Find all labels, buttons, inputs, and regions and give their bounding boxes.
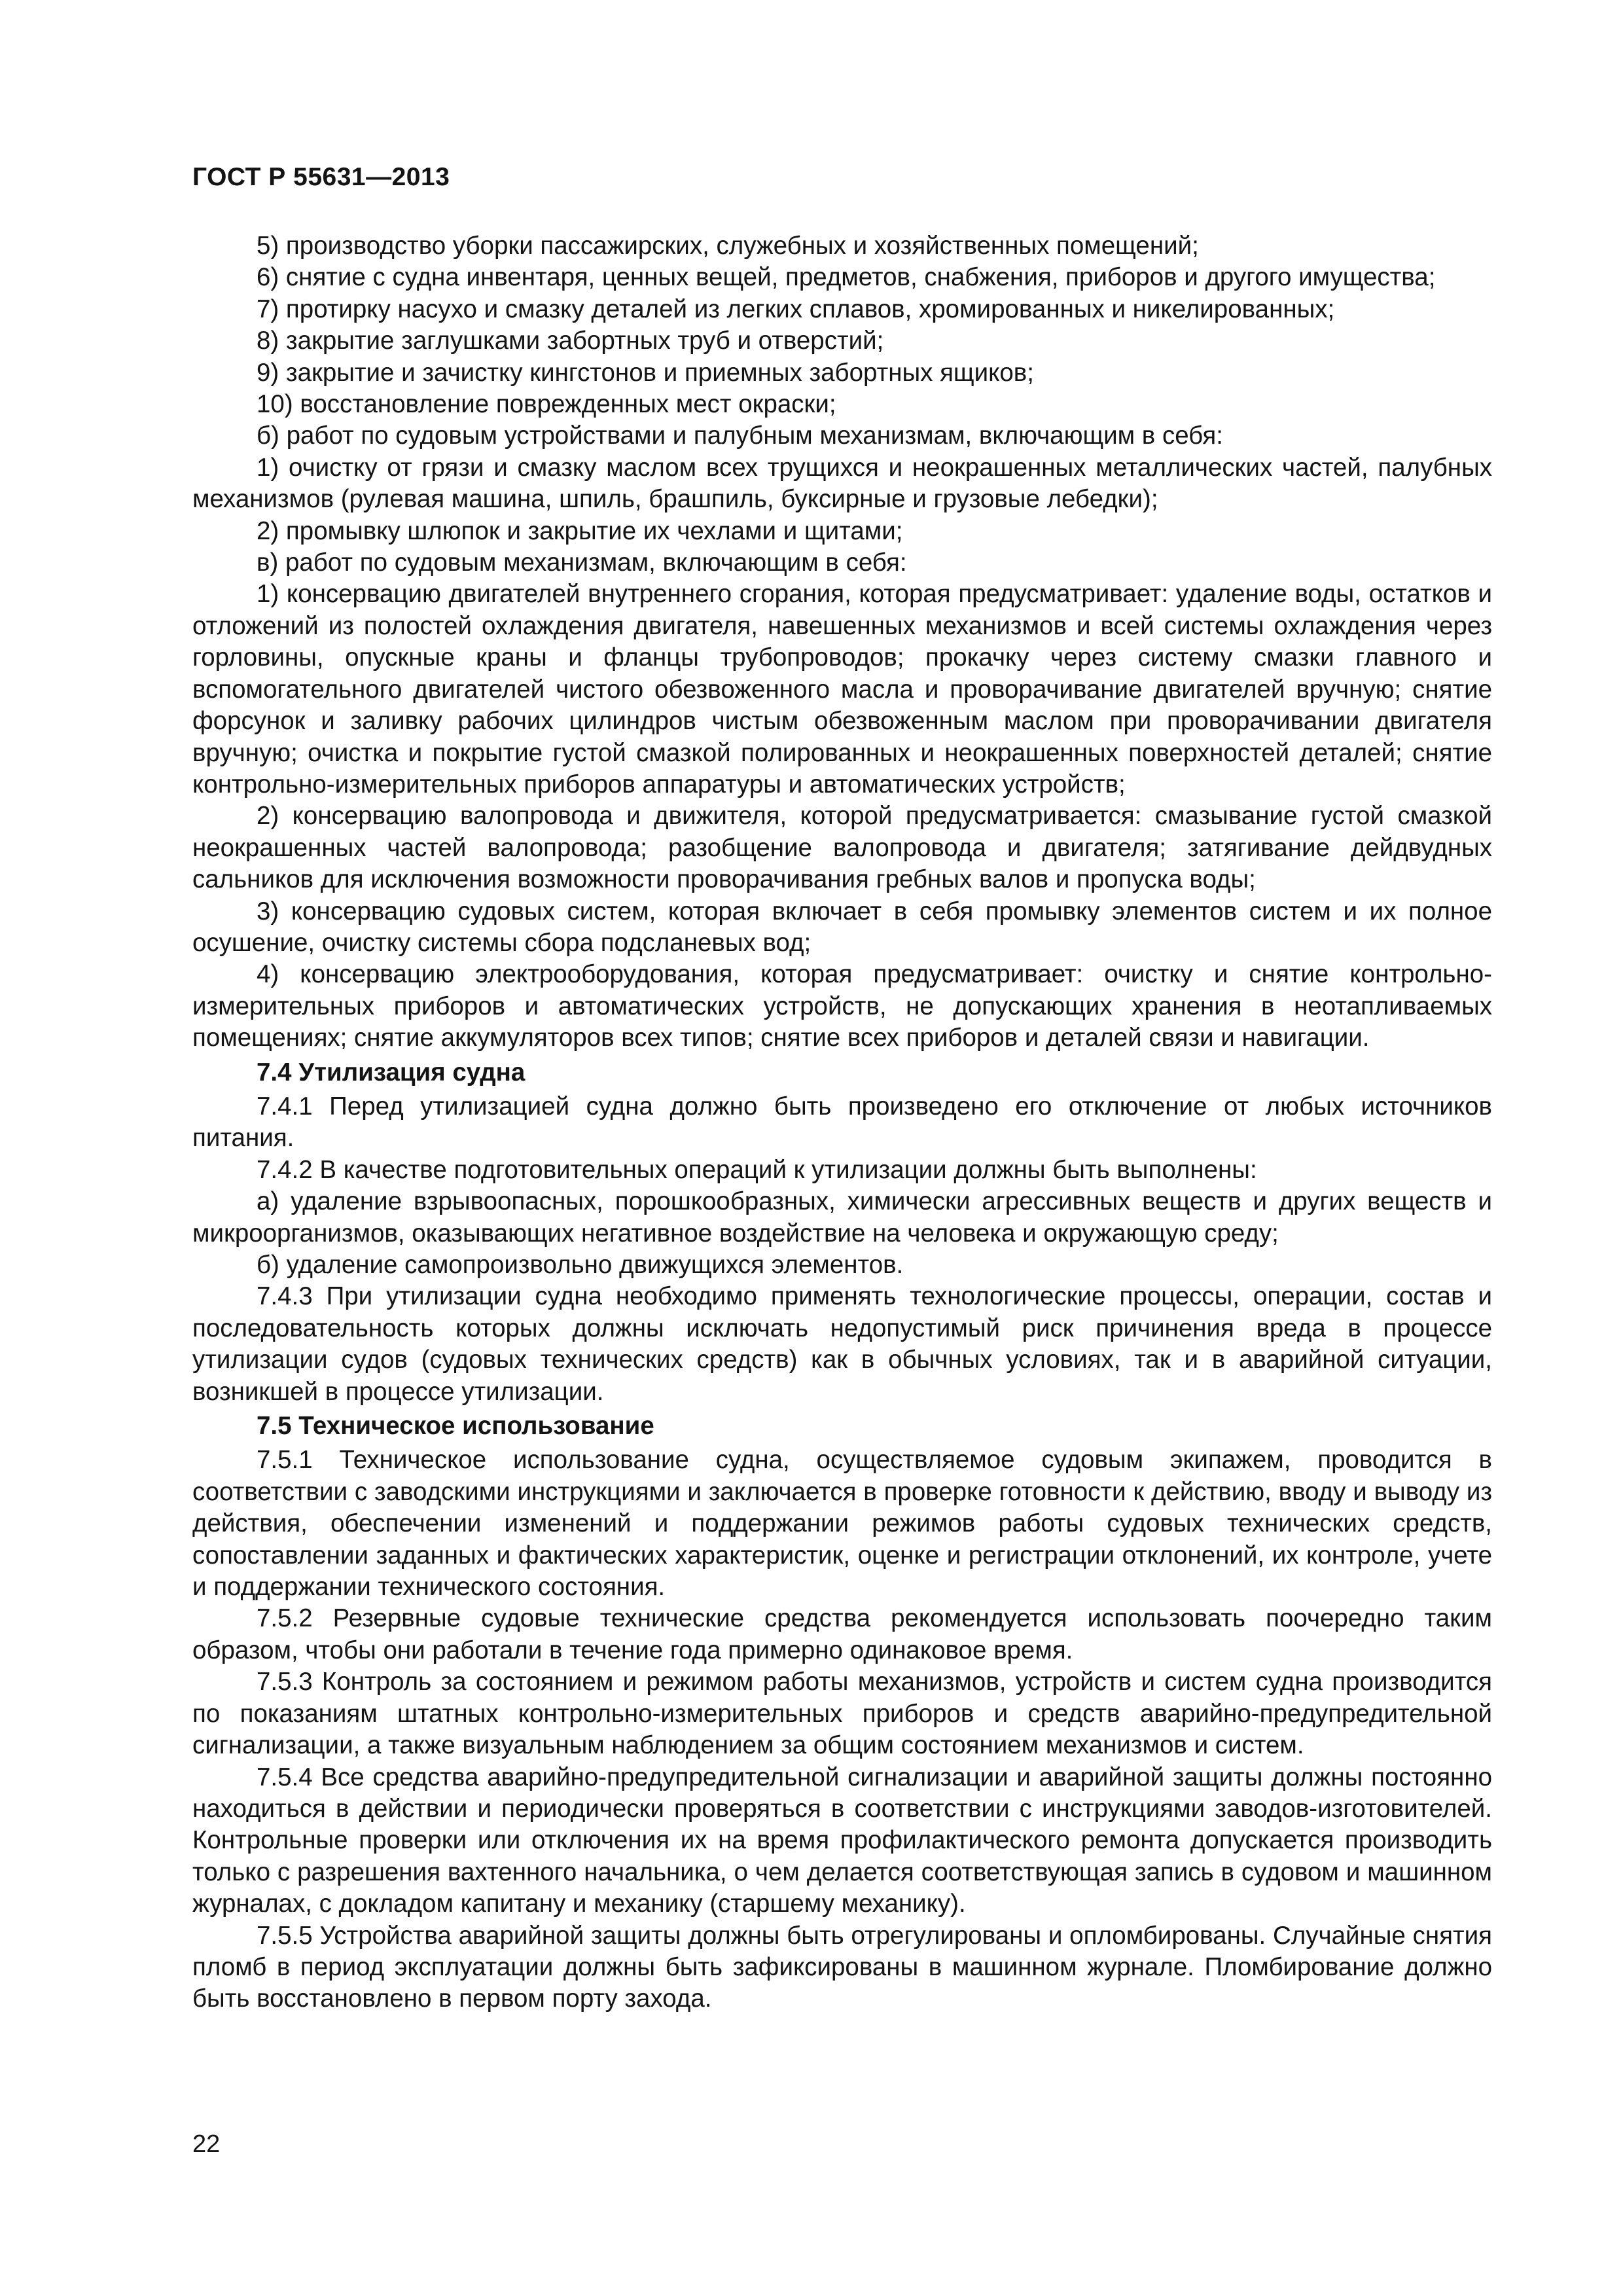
clause-paragraph: 7.4.2 В качестве подготовительных операций к утилизации должны быть выполнены: <box>257 1155 1257 1184</box>
list-item: 1) консервацию двигателей внутреннего сгорания, которая предусматривает: удаление воды, остатков и отложений из полостей охлаждения двигателя, навешенных механизмов и всей системы охлаждения через горловины, опускные краны и фланцы трубопроводов; прокачку через систему смазки главного и вспомогательного двигателей чистого обезвоженного масла и проворачивание двигателей вручную; снятие форсунок и заливку рабочих цилиндров чистым обезвоженным маслом при проворачивании двигателя вручную; очистка и покрытие густой смазкой полированных и неокрашенных поверхностей деталей; снятие контрольно-измерительных приборов аппаратуры и автоматических устройств; <box>192 580 1492 798</box>
list-item: 2) консервацию валопровода и движителя, которой предусматривается: смазывание густой смазкой неокрашенных частей валопровода; разобщение валопровода и двигателя; затягивание дейдвудных сальников для исключения возможности проворачивания гребных валов и пропуска воды; <box>192 802 1492 894</box>
clause-paragraph: 7.5.2 Резервные судовые технические средства рекомендуется использовать поочередно таким образом, чтобы они работали в течение года примерно одинаковое время. <box>192 1604 1492 1664</box>
clause-paragraph: 7.5.3 Контроль за состоянием и режимом работы механизмов, устройств и систем судна производится по показаниям штатных контрольно-измерительных приборов и средств аварийно-предупредительной сигнализации, а также визуальным наблюдением за общим состоянием механизмов и систем. <box>192 1668 1492 1760</box>
section-heading-7-4: 7.4 Утилизация судна <box>257 1058 526 1086</box>
list-item: а) удаление взрывоопасных, порошкообразных, химически агрессивных веществ и других веществ и микроорганизмов, оказывающих негативное воздействие на человека и окружающую среду; <box>192 1187 1492 1247</box>
list-item: б) работ по судовым устройствами и палубным механизмам, включающим в себя: <box>257 422 1223 450</box>
list-item: 4) консервацию электрооборудования, которая предусматривает: очистку и снятие контрольно-измерительных приборов и автоматических устройств, не допускающих хранения в неотапливаемых помещениях; снятие аккумуляторов всех типов; снятие всех приборов и деталей связи и навигации. <box>192 960 1492 1052</box>
list-item: 9) закрытие и зачистку кингстонов и приемных забортных ящиков; <box>257 358 1034 387</box>
list-item: б) удаление самопроизвольно движущихся элементов. <box>257 1251 904 1279</box>
document-body <box>192 230 1492 2015</box>
list-item: 1) очистку от грязи и смазку маслом всех трущихся и неокрашенных металлических частей, палубных механизмов (рулевая машина, шпиль, брашпиль, буксирные и грузовые лебедки); <box>192 453 1492 514</box>
list-item: 8) закрытие заглушками забортных труб и отверстий; <box>257 327 884 355</box>
list-item: 7) протирку насухо и смазку деталей из легких сплавов, хромированных и никелированных; <box>257 295 1335 323</box>
page-number: 22 <box>192 2130 221 2158</box>
clause-paragraph: 7.5.5 Устройства аварийной защиты должны быть отрегулированы и опломбированы. Случайные снятия пломб в период эксплуатации должны быть зафиксированы в машинном журнале. Пломбирование должно быть восстановлено в первом порту захода. <box>192 1921 1492 2013</box>
clause-paragraph: 7.5.1 Техническое использование судна, осуществляемое судовым экипажем, проводится в соответствии с заводскими инструкциями и заключается в проверке готовности к действию, вводу и выводу из действия, обеспечении изменений и поддержании режимов работы судовых технических средств, сопоставлении заданных и фактических характеристик, оценке и регистрации отклонений, их контроле, учете и поддержании технического состояния. <box>192 1446 1492 1602</box>
list-item: 3) консервацию судовых систем, которая включает в себя промывку элементов систем и их полное осушение, очистку системы сбора подсланевых вод; <box>192 897 1492 957</box>
list-item: 10) восстановление поврежденных мест окраски; <box>257 390 836 419</box>
clause-paragraph: 7.4.1 Перед утилизацией судна должно быть произведено его отключение от любых источников питания. <box>192 1092 1492 1153</box>
section-heading-7-5: 7.5 Техническое использование <box>257 1412 654 1441</box>
list-item: 5) производство уборки пассажирских, служебных и хозяйственных помещений; <box>257 232 1199 260</box>
document-code-header: ГОСТ Р 55631—2013 <box>192 163 450 191</box>
list-item: в) работ по судовым механизмам, включающим в себя: <box>257 548 907 577</box>
clause-paragraph: 7.4.3 При утилизации судна необходимо применять технологические процессы, операции, состав и последовательность которых должны исключать недопустимый риск причинения вреда в процессе утилизации судов (судовых технических средств) как в обычных условиях, так и в аварийной ситуации, возникшей в процессе утилизации. <box>192 1282 1492 1406</box>
clause-paragraph: 7.5.4 Все средства аварийно-предупредительной сигнализации и аварийной защиты должны постоянно находиться в действии и периодически проверяться в соответствии с инструкциями заводов-изготовителей. Контрольные проверки или отключения их на время профилактического ремонта допускается производить только с разрешения вахтенного начальника, о чем делается соответствующая запись в судовом и машинном журналах, с докладом капитану и механику (старшему механику). <box>192 1763 1492 1918</box>
list-item: 2) промывку шлюпок и закрытие их чехлами и щитами; <box>257 516 903 545</box>
list-item: 6) снятие с судна инвентаря, ценных вещей, предметов, снабжения, приборов и другого имущества; <box>257 263 1436 292</box>
